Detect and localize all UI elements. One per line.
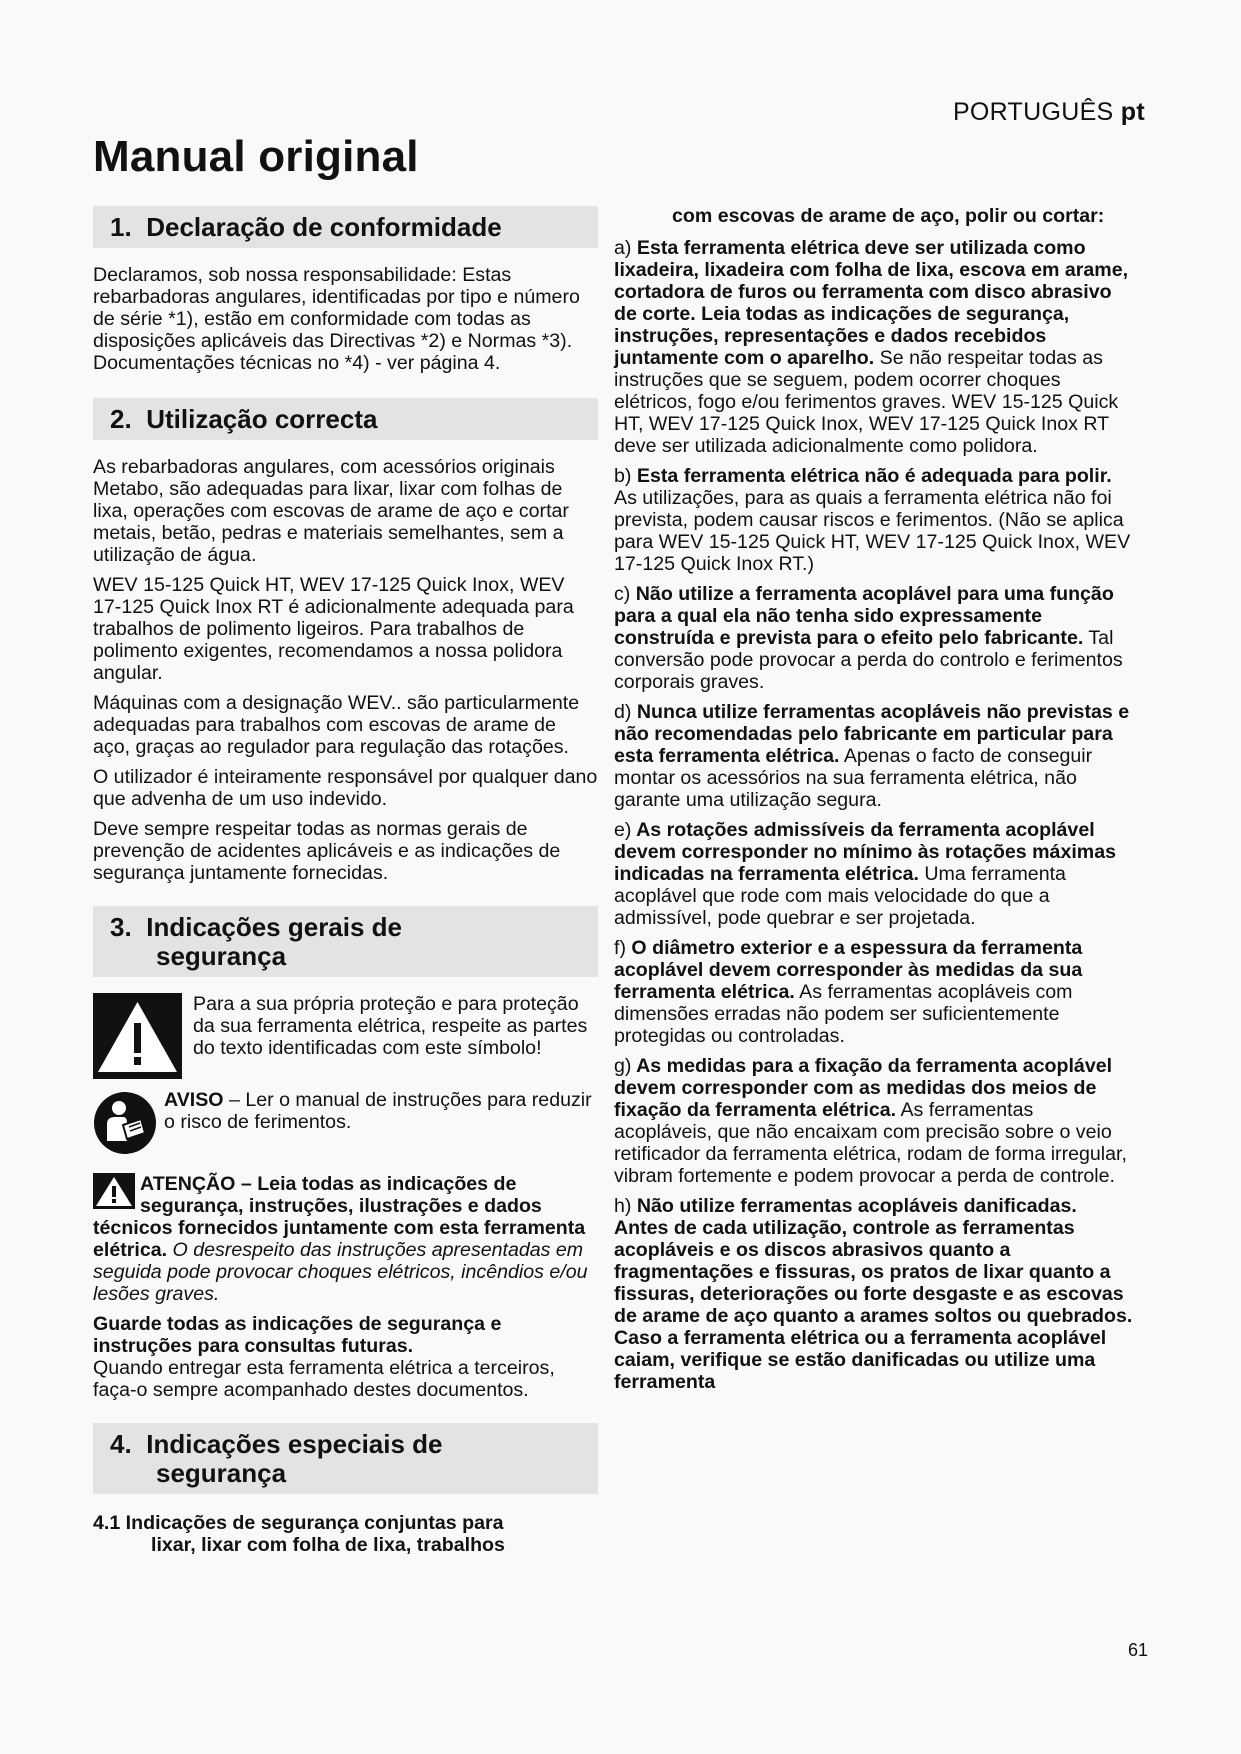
item-bold: Esta ferramenta elétrica deve ser utilizada como lixadeira, lixadeira com folha de lixa, escova em arame, cortadora de furos ou ferramenta com disco abrasivo de corte. Leia todas as indicações de segurança, instruções, representações e dados recebidos juntamente com o aparelho.	[614, 237, 1129, 369]
section-2-heading	[93, 398, 598, 440]
item-letter: c)	[614, 583, 631, 605]
aviso-label: AVISO	[164, 1089, 224, 1111]
item-e	[614, 819, 1134, 929]
item-text: As ferramentas acopláveis, que não encaixam com precisão sobre o veio retificador da ferramenta elétrica, rodam de forma irregular, vibram fortemente e podem provocar a perda de controle.	[614, 1099, 1127, 1187]
section-2-paragraph: Deve sempre respeitar todas as normas gerais de prevenção de acidentes aplicáveis e as indicações de segurança juntamente fornecidas.	[93, 818, 561, 884]
item-text: As utilizações, para as quais a ferramenta elétrica não foi prevista, podem causar riscos e ferimentos. (Não se aplica para WEV 15-125 Quick HT, WEV 17-125 Quick Inox, WEV 17-125 Quick Inox RT.)	[614, 487, 1131, 575]
page-title: Manual original	[93, 132, 419, 181]
warning-triangle-icon	[93, 1173, 135, 1209]
section-number: 3.	[110, 912, 132, 942]
section-2-paragraph: O utilizador é inteiramente responsável por qualquer dano que advenha de um uso indevido.	[93, 766, 598, 810]
item-text: Se não respeitar todas as instruções que se seguem, podem ocorrer choques elétricos, fogo e/ou ferimentos graves. WEV 15-125 Quick HT, WEV 17-125 Quick Inox, WEV 17-125 Quick Inox RT deve ser utilizada adicionalmente como polidora.	[614, 347, 1119, 457]
item-f	[614, 937, 1134, 1047]
item-g	[614, 1055, 1134, 1187]
left-column	[93, 206, 598, 1556]
section-title: Indicações especiais de	[146, 1429, 443, 1459]
aviso-notice	[93, 1089, 598, 1153]
section-number: 1.	[110, 212, 132, 242]
right-column	[614, 205, 1134, 1401]
safety-symbol-text: Para a sua própria proteção e para proteção da sua ferramenta elétrica, respeite as partes do texto identificadas com este símbolo!	[193, 993, 588, 1059]
subsection-title-continued: lixar, lixar com folha de lixa, trabalhos	[151, 1534, 505, 1556]
atencao-italic-text: O desrespeito das instruções apresentadas em seguida pode provocar choques elétricos, incêndios e/ou lesões graves.	[93, 1239, 588, 1305]
item-text: Apenas o facto de conseguir montar os acessórios na sua ferramenta elétrica, não garante uma utilização segura.	[614, 745, 1093, 811]
section-title: Indicações gerais de	[146, 912, 403, 942]
aviso-text: – Ler o manual de instruções para reduzir o risco de ferimentos.	[164, 1089, 592, 1133]
warning-symbol-icon	[93, 993, 182, 1079]
language-header	[900, 98, 1145, 127]
section-title-continued: segurança	[156, 941, 287, 971]
item-letter: b)	[614, 465, 632, 487]
item-text: As ferramentas acopláveis com dimensões erradas não podem ser suficientemente protegidas ou controladas.	[614, 981, 1073, 1047]
guarde-bold-text: Guarde todas as indicações de segurança e instruções para consultas futuras.	[93, 1313, 502, 1357]
section-2-paragraph: Máquinas com a designação WEV.. são particularmente adequadas para trabalhos com escovas de arame de aço, graças ao regulador para regulação das rotações.	[93, 692, 580, 758]
atencao-bold-text: ATENÇÃO – Leia todas as indicações de segurança, instruções, ilustrações e dados técnicos fornecidos juntamente com esta ferramenta elétrica.	[93, 1173, 586, 1261]
subsection-heading-continued: com escovas de arame de aço, polir ou cortar:	[672, 205, 1105, 227]
safety-symbol-block	[93, 993, 598, 1079]
guarde-paragraph	[93, 1313, 598, 1401]
item-bold: Esta ferramenta elétrica não é adequada para polir.	[631, 465, 1112, 487]
item-b	[614, 465, 1134, 575]
section-3-heading	[93, 906, 598, 977]
section-title-continued: segurança	[156, 1458, 287, 1488]
section-title: Declaração de conformidade	[146, 212, 502, 242]
language-label: PORTUGUÊS	[952, 98, 1114, 126]
item-text: Tal conversão pode provocar a perda do controlo e ferimentos corporais graves.	[614, 627, 1123, 693]
section-2-paragraph: As rebarbadoras angulares, com acessórios originais Metabo, são adequadas para lixar, lixar com folhas de lixa, operações com escovas de arame de aço e cortar metais, betão, pedras e materiais semelhantes, sem a utilização de água.	[93, 456, 569, 566]
item-bold: Não utilize ferramentas acopláveis danificadas. Antes de cada utilização, controle as ferramentas acopláveis e os discos abrasivos quanto a fragmentações e fissuras, os pratos de lixar quanto a fissuras, deteriorações ou forte desgaste e as escovas de arame de aço quanto a arames soltos ou quebrados. Caso a ferramenta elétrica ou a ferramenta acoplável caiam, verifique se estão danificadas ou utilize uma ferramenta	[614, 1195, 1133, 1393]
item-bold: Não utilize a ferramenta acoplável para uma função para a qual ela não tenha sido expressamente construída e prevista para o efeito pelo fabricante.	[614, 583, 1114, 649]
language-code: pt	[1120, 98, 1145, 126]
item-letter: h)	[614, 1195, 632, 1217]
item-bold: As medidas para a fixação da ferramenta acoplável devem corresponder com as medidas dos meios de fixação da ferramenta elétrica.	[614, 1055, 1113, 1121]
item-bold: As rotações admissíveis da ferramenta acoplável devem corresponder no mínimo às rotações máximas indicadas na ferramenta elétrica.	[614, 819, 1117, 885]
section-title: Utilização correcta	[146, 404, 378, 434]
section-1-heading	[93, 206, 598, 248]
item-h	[614, 1195, 1134, 1393]
atencao-paragraph	[93, 1173, 598, 1305]
item-letter: e)	[614, 819, 632, 841]
subsection-title: 4.1 Indicações de segurança conjuntas para	[93, 1512, 504, 1534]
item-bold: Nunca utilize ferramentas acopláveis não previstas e não recomendadas pelo fabricante em particular para esta ferramenta elétrica.	[614, 701, 1130, 767]
item-letter: a)	[614, 237, 632, 259]
item-a	[614, 237, 1134, 457]
section-2-paragraph: WEV 15-125 Quick HT, WEV 17-125 Quick Inox, WEV 17-125 Quick Inox RT é adicionalmente adequada para trabalhos de polimento ligeiros. Para trabalhos de polimento exigentes, recomendamos a nossa polidora angular.	[93, 574, 574, 684]
section-number: 2.	[110, 404, 132, 434]
page-number: 61	[1128, 1640, 1149, 1660]
section-number: 4.	[110, 1429, 132, 1459]
item-letter: g)	[614, 1055, 632, 1077]
guarde-text: Quando entregar esta ferramenta elétrica a terceiros, faça-o sempre acompanhado destes documentos.	[93, 1357, 555, 1401]
item-letter: f)	[614, 937, 626, 959]
read-manual-icon	[93, 1091, 157, 1155]
subsection-4-1-heading	[93, 1512, 598, 1556]
item-d	[614, 701, 1134, 811]
item-bold: O diâmetro exterior e a espessura da ferramenta acoplável devem corresponder às medidas da sua ferramenta elétrica.	[614, 937, 1083, 1003]
item-letter: d)	[614, 701, 632, 723]
section-1-text: Declaramos, sob nossa responsabilidade: Estas rebarbadoras angulares, identificadas por tipo e número de série *1), estão em conformidade com todas as disposições aplicáveis das Directivas *2) e Normas *3). Documentações técnicas no *4) - ver página 4.	[93, 264, 580, 374]
item-text: Uma ferramenta acoplável que rode com mais velocidade do que a admissível, pode quebrar e ser projetada.	[614, 863, 1066, 929]
item-c	[614, 583, 1134, 693]
section-4-heading	[93, 1423, 598, 1494]
